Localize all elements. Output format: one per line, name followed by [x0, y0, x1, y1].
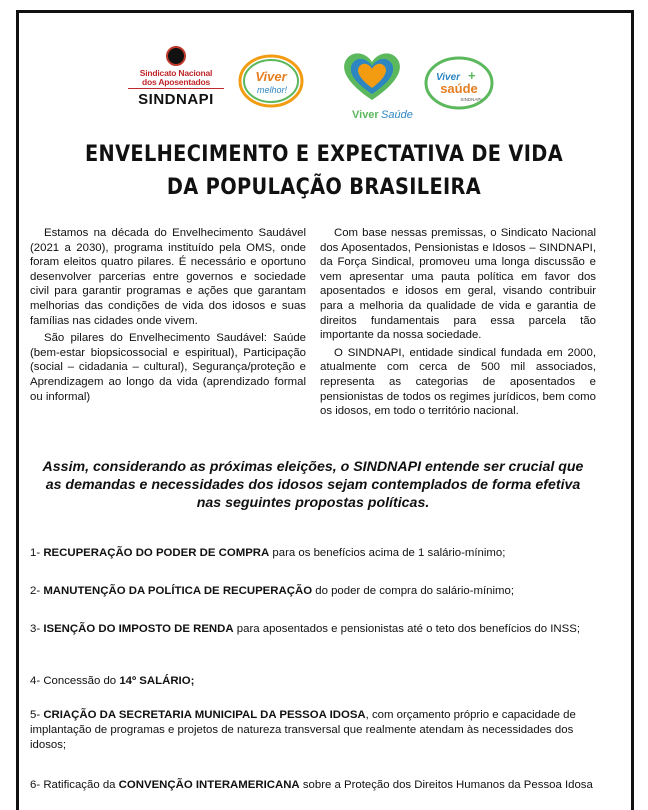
right-column: [320, 226, 596, 422]
proposal-heading: CONVENÇÃO INTERAMERICANA: [118, 779, 300, 791]
proposal-item: [30, 778, 606, 793]
proposal-prefix: Ratificação da: [43, 779, 116, 791]
sindnapi-logo-line2: dos Aposentados: [128, 78, 224, 89]
proposal-number: 6-: [30, 779, 41, 791]
plus-icon: +: [468, 68, 476, 83]
title-line-1: ENVELHECIMENTO E EXPECTATIVA DE VIDA: [84, 141, 564, 167]
viver-mais-saude-word1: Viver: [435, 72, 461, 83]
sindnapi-seal-icon: [166, 46, 186, 66]
proposal-number: 3-: [30, 623, 41, 635]
viver-saude-word1: Viver: [352, 109, 379, 121]
proposal-number: 1-: [30, 547, 41, 559]
proposal-text: para aposentados e pensionistas até o teto dos benefícios do INSS;: [236, 623, 580, 635]
proposal-number: 4-: [30, 675, 41, 687]
proposal-number: 2-: [30, 585, 41, 597]
proposal-heading: RECUPERAÇÃO DO PODER DE COMPRA: [43, 547, 270, 559]
viver-mais-saude-word2: saúde: [440, 81, 478, 96]
sindnapi-logo-name: SINDNAPI: [138, 91, 214, 108]
proposal-text: do poder de compra do salário-mínimo;: [315, 585, 515, 597]
sindnapi-logo-line1: Sindicato Nacional: [139, 68, 213, 78]
viver-melhor-word1: Viver: [255, 69, 287, 84]
proposal-text: , com orçamento próprio e capacidade de implantação de programas e projetos de natureza transversal que realmente atendam às necessidades dos idosos;: [30, 709, 576, 751]
proposal-prefix: Concessão do: [43, 675, 117, 687]
proposal-heading: 14º SALÁRIO;: [119, 675, 195, 687]
title-line-2: DA POPULAÇÃO BRASILEIRA: [166, 174, 482, 200]
proposal-text: sobre a Proteção dos Direitos Humanos da Pessoa Idosa: [302, 779, 593, 791]
proposal-item: [30, 622, 606, 637]
page-title: [45, 138, 602, 204]
left-paragraph-2: São pilares do Envelhecimento Saudável: Saúde (bem-estar biopsicossocial e espiritual), Participação (social – cidadania – cultural), Segurança/proteção e Aprendizagem ao longo da vida (aprendizado formal ou informal): [30, 332, 306, 403]
viver-mais-saude-tag: SINDNAPI: [460, 97, 482, 102]
right-paragraph-1: Com base nessas premissas, o Sindicato Nacional dos Aposentados, Pensionistas e Idosos – SINDNAPI, da Força Sindical, promoveu uma longa discussão e vem apresentar uma pauta política em favor dos aposentados e idosos em geral, visando contribuir para a melhoria da qualidade de vida e garantia de direitos fundamentais para essa parcela tão importante da nossa sociedade.: [320, 227, 596, 342]
proposal-item: [30, 674, 606, 689]
viver-melhor-logo: [238, 54, 304, 108]
callout-statement: Assim, considerando as próximas eleições, o SINDNAPI entende ser crucial que as demandas e necessidades dos idosos sejam contemplados de forma efetiva nas seguintes propostas políticas.: [42, 459, 584, 511]
proposal-item: [30, 708, 606, 753]
proposal-heading: CRIAÇÃO DA SECRETARIA MUNICIPAL DA PESSOA IDOSA: [43, 709, 366, 721]
proposal-item: [30, 546, 606, 561]
proposal-number: 5-: [30, 709, 41, 721]
proposal-item: [30, 584, 606, 599]
viver-mais-saude-logo: [424, 56, 494, 110]
viver-saude-word2: Saúde: [381, 109, 413, 121]
sindnapi-logo: [128, 46, 224, 108]
proposal-text: para os benefícios acima de 1 salário-mínimo;: [272, 547, 506, 559]
viver-melhor-word2: melhor!: [256, 85, 288, 95]
logo-bar: [0, 40, 648, 122]
viver-saude-logo: [330, 44, 414, 122]
proposal-heading: ISENÇÃO DO IMPOSTO DE RENDA: [43, 623, 234, 635]
right-paragraph-2: O SINDNAPI, entidade sindical fundada em 2000, atualmente com cerca de 500 mil associados, representa as categorias de aposentados e pensionistas de todos os regimes jurídicos, bem como os idosos, em todo o território nacional.: [320, 346, 596, 418]
left-paragraph-1: Estamos na década do Envelhecimento Saudável (2021 a 2030), programa instituído pela OMS, onde foram eleitos quatro pilares. É necessário e oportuno desenvolver parcerias entre governos e sociedade civil para garantir programas e ações que garantam melhorias das condições de vida dos idosos e suas famílias nas cidades onde vivem.: [30, 227, 306, 327]
left-column: [30, 226, 306, 407]
proposal-heading: MANUTENÇÃO DA POLÍTICA DE RECUPERAÇÃO: [43, 585, 313, 597]
